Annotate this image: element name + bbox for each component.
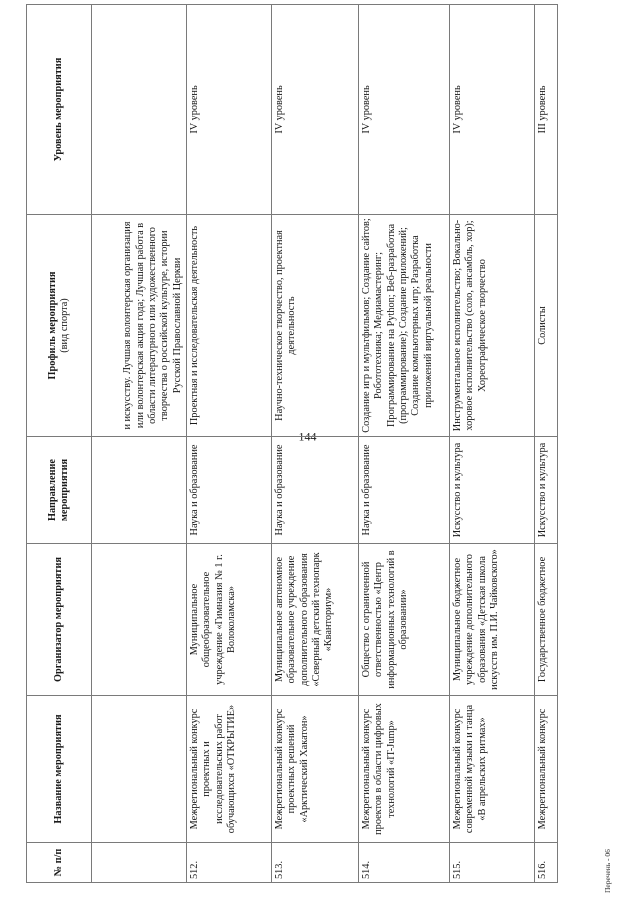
header-level: Уровень мероприятия: [27, 5, 92, 215]
table-row: [92, 5, 187, 883]
table-row: [187, 5, 272, 883]
cell-organizer: Государственное бюджетное: [535, 544, 558, 696]
cell-num: 512.: [187, 843, 272, 883]
cell-organizer: Общество с ограниченной ответственностью «Центр информационных технологий в образовании»: [359, 544, 450, 696]
table-row: [535, 5, 558, 883]
cell-level: IV уровень: [359, 5, 450, 215]
cell-organizer: Муниципальное общеобразовательное учреждение «Гимназия № 1 г. Волоколамска»: [187, 544, 272, 696]
cell-name: Межрегиональный конкурс проектных решений «Арктический Хакатон»: [272, 696, 359, 843]
table-row: [359, 5, 450, 883]
cell-num: 513.: [272, 843, 359, 883]
cell-profile: Проектная и исследовательская деятельность: [187, 215, 272, 437]
cell-name: Межрегиональный конкурс проектных и исследовательских работ обучающихся «ОТКРЫТИЕ»: [187, 696, 272, 843]
cell-name: Межрегиональный конкурс проектов в области цифровых технологий «IT-Jump»: [359, 696, 450, 843]
cell-profile: и искусству. Лучшая волонтерская организация или волонтерская акция года; Лучшая работа в области литературного или художественного творчества о российской культуре, истории Русской Православной Церкви: [92, 215, 187, 437]
header-direction: Направление мероприятия: [27, 437, 92, 544]
cell-profile: Инструментальное исполнительство; Вокально-хоровое исполнительство (соло, ансамбль, хор); Хореографическое творчество: [450, 215, 535, 437]
cell-name: Межрегиональный конкурс современной музыки и танца «В апрельских ритмах»: [450, 696, 535, 843]
table-header-row: [27, 5, 92, 883]
events-table: [26, 4, 558, 883]
header-num: № п/п: [27, 843, 92, 883]
cell-level: III уровень: [535, 5, 558, 215]
header-organizer: Организатор мероприятия: [27, 544, 92, 696]
cell-profile: Создание игр и мультфильмов; Создание сайтов; Робототехника; Медиамастеринг; Программирование на Python; Веб-разработка (программирование); Создание приложений; Создание компьютерных игр; Разработка приложений виртуальной реальности: [359, 215, 450, 437]
page-footer: Перечень - 06: [603, 849, 612, 893]
cell-direction: Наука и образование: [187, 437, 272, 544]
page-number: 144: [298, 429, 317, 444]
cell-profile: Научно-техническое творчество, проектная деятельность: [272, 215, 359, 437]
cell-organizer: Муниципальное автономное образовательное учреждение дополнительного образования «Северный детский технопарк «Кванториум»: [272, 544, 359, 696]
cell-num: 515.: [450, 843, 535, 883]
cell-level: IV уровень: [187, 5, 272, 215]
cell-organizer: Муниципальное бюджетное учреждение дополнительного образования «Детская школа искусств им. П.И. Чайковского»: [450, 544, 535, 696]
cell-name: Межрегиональный конкурс: [535, 696, 558, 843]
cell-direction: Искусство и культура: [535, 437, 558, 544]
cell-profile: Солисты: [535, 215, 558, 437]
cell-num: 516.: [535, 843, 558, 883]
header-profile-sub: (вид спорта): [59, 298, 70, 353]
cell-direction: Наука и образование: [359, 437, 450, 544]
cell-level: IV уровень: [450, 5, 535, 215]
header-name: Название мероприятия: [27, 696, 92, 843]
table-row: [272, 5, 359, 883]
cell-direction: Искусство и культура: [450, 437, 535, 544]
cell-num: 514.: [359, 843, 450, 883]
cell-direction: Наука и образование: [272, 437, 359, 544]
table-row: [450, 5, 535, 883]
header-profile: [27, 215, 92, 437]
header-profile-label: Профиль мероприятия: [46, 271, 58, 380]
cell-level: IV уровень: [272, 5, 359, 215]
